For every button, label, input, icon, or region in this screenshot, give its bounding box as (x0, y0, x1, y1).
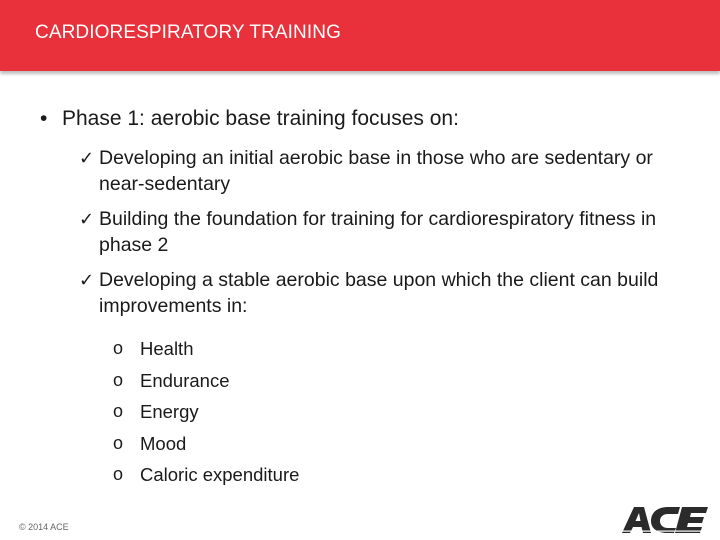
bullet-marker: • (40, 107, 48, 130)
check-item (79, 206, 679, 258)
check-item-text: Building the foundation for training for cardiorespiratory fitness in phase 2 (99, 208, 657, 256)
check-icon: ✓ (79, 148, 95, 168)
list-item (113, 396, 299, 428)
copyright-text: © 2014 ACE (19, 522, 69, 532)
main-bullet (40, 107, 459, 131)
sub-bullet-marker: o (113, 401, 124, 421)
check-item-text: Developing an initial aerobic base in those who are sedentary or near-sedentary (99, 147, 653, 195)
list-item-text: Health (140, 338, 194, 359)
check-icon: ✓ (79, 270, 95, 290)
list-item-text: Caloric expenditure (140, 464, 300, 485)
improvement-list (113, 333, 299, 491)
list-item-text: Mood (140, 432, 187, 454)
main-bullet-text: Phase 1: aerobic base training focuses on: (62, 107, 459, 130)
sub-bullet-marker: o (113, 432, 124, 453)
check-item-text: Developing a stable aerobic base upon which the client can build improvements in: (99, 269, 659, 317)
list-item (113, 459, 299, 491)
list-item (113, 333, 299, 365)
checklist (79, 145, 679, 328)
check-icon: ✓ (79, 209, 95, 229)
list-item-text: Energy (140, 401, 199, 422)
sub-bullet-marker: o (113, 369, 124, 390)
list-item (113, 365, 299, 397)
page-title: CARDIORESPIRATORY TRAINING (35, 22, 341, 43)
list-item (113, 428, 299, 460)
ace-logo-icon (620, 505, 712, 535)
check-item (79, 267, 679, 319)
sub-bullet-marker: o (113, 464, 124, 484)
list-item-text: Endurance (140, 369, 230, 391)
sub-bullet-marker: o (113, 338, 124, 358)
check-item (79, 145, 679, 197)
